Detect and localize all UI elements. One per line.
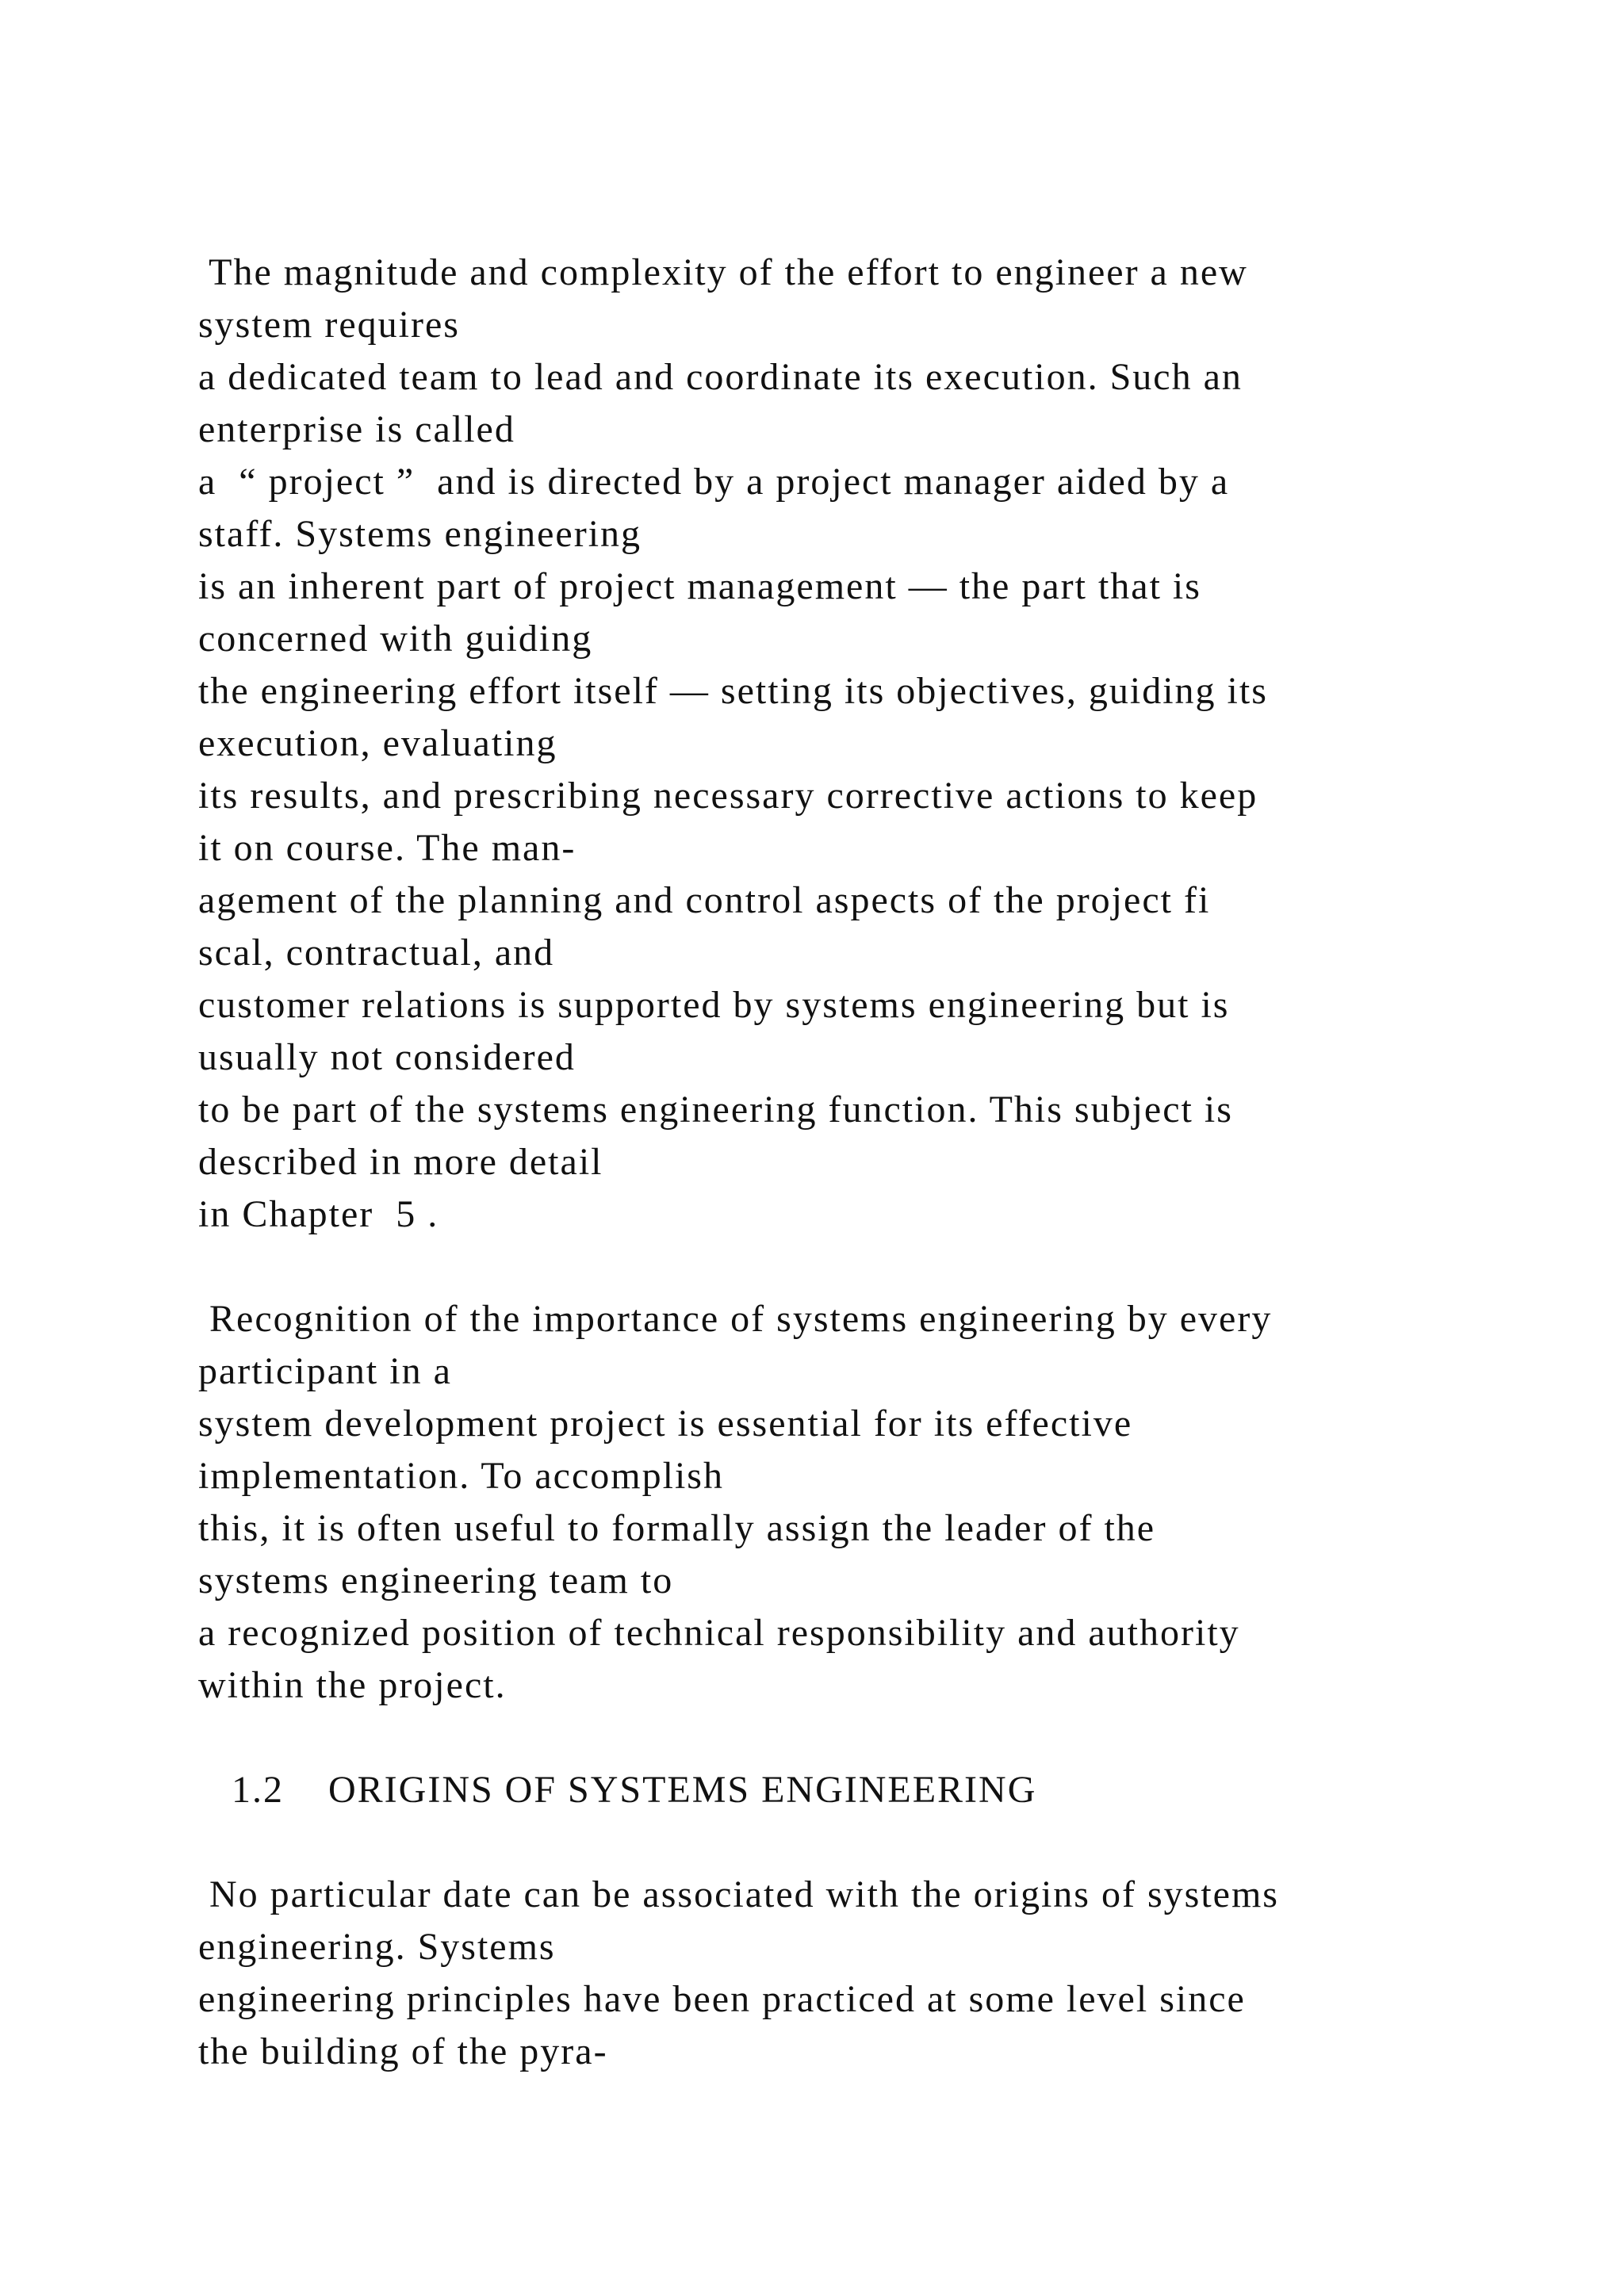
paragraph-1-line-19: in Chapter 5 . bbox=[198, 1193, 439, 1235]
paragraph-1-line-15: customer relations is supported by systems engineering but is bbox=[198, 984, 1230, 1026]
paragraph-1-line-18: described in more detail bbox=[198, 1141, 603, 1183]
paragraph-1-line-17: to be part of the systems engineering function. This subject is bbox=[198, 1089, 1233, 1131]
paragraph-1-line-14: scal, contractual, and bbox=[198, 932, 555, 974]
paragraph-3-line-2: engineering. Systems bbox=[198, 1926, 556, 1968]
paragraph-1-line-7: is an inherent part of project management — the part that is bbox=[198, 565, 1201, 607]
paragraph-1-line-4: enterprise is called bbox=[198, 408, 515, 450]
paragraph-3-line-4: the building of the pyra- bbox=[198, 2030, 608, 2072]
paragraph-2-line-8: within the project. bbox=[198, 1664, 507, 1706]
paragraph-1-line-12: it on course. The man- bbox=[198, 827, 576, 869]
paragraph-2-line-2: participant in a bbox=[198, 1350, 452, 1392]
paragraph-1-line-9: the engineering effort itself — setting its objectives, guiding its bbox=[198, 670, 1268, 712]
paragraph-1-line-1: The magnitude and complexity of the effort to engineer a new bbox=[198, 251, 1248, 293]
paragraph-1-line-16: usually not considered bbox=[198, 1036, 576, 1078]
paragraph-2-line-4: implementation. To accomplish bbox=[198, 1455, 724, 1497]
paragraph-1-line-8: concerned with guiding bbox=[198, 618, 593, 660]
paragraph-1-line-3: a dedicated team to lead and coordinate its execution. Such an bbox=[198, 356, 1243, 398]
paragraph-1-line-2: system requires bbox=[198, 304, 460, 346]
paragraph-2-line-5: this, it is often useful to formally assign the leader of the bbox=[198, 1507, 1156, 1549]
paragraph-1-line-6: staff. Systems engineering bbox=[198, 513, 642, 555]
paragraph-2-line-7: a recognized position of technical responsibility and authority bbox=[198, 1612, 1240, 1654]
paragraph-1-line-5: a “ project ” and is directed by a project manager aided by a bbox=[198, 461, 1230, 503]
paragraph-3-line-1: No particular date can be associated with the origins of systems bbox=[198, 1873, 1279, 1915]
paragraph-3-line-3: engineering principles have been practiced at some level since bbox=[198, 1978, 1246, 2020]
paragraph-2-line-3: system development project is essential for its effective bbox=[198, 1402, 1133, 1445]
paragraph-2-line-6: systems engineering team to bbox=[198, 1559, 674, 1601]
paragraph-1-line-13: agement of the planning and control aspects of the project fi bbox=[198, 879, 1211, 921]
paragraph-1-line-11: its results, and prescribing necessary corrective actions to keep bbox=[198, 775, 1258, 817]
paragraph-2-line-1: Recognition of the importance of systems engineering by every bbox=[198, 1298, 1273, 1340]
paragraph-1-line-10: execution, evaluating bbox=[198, 722, 557, 764]
section-heading: 1.2 ORIGINS OF SYSTEMS ENGINEERING bbox=[198, 1769, 1037, 1811]
